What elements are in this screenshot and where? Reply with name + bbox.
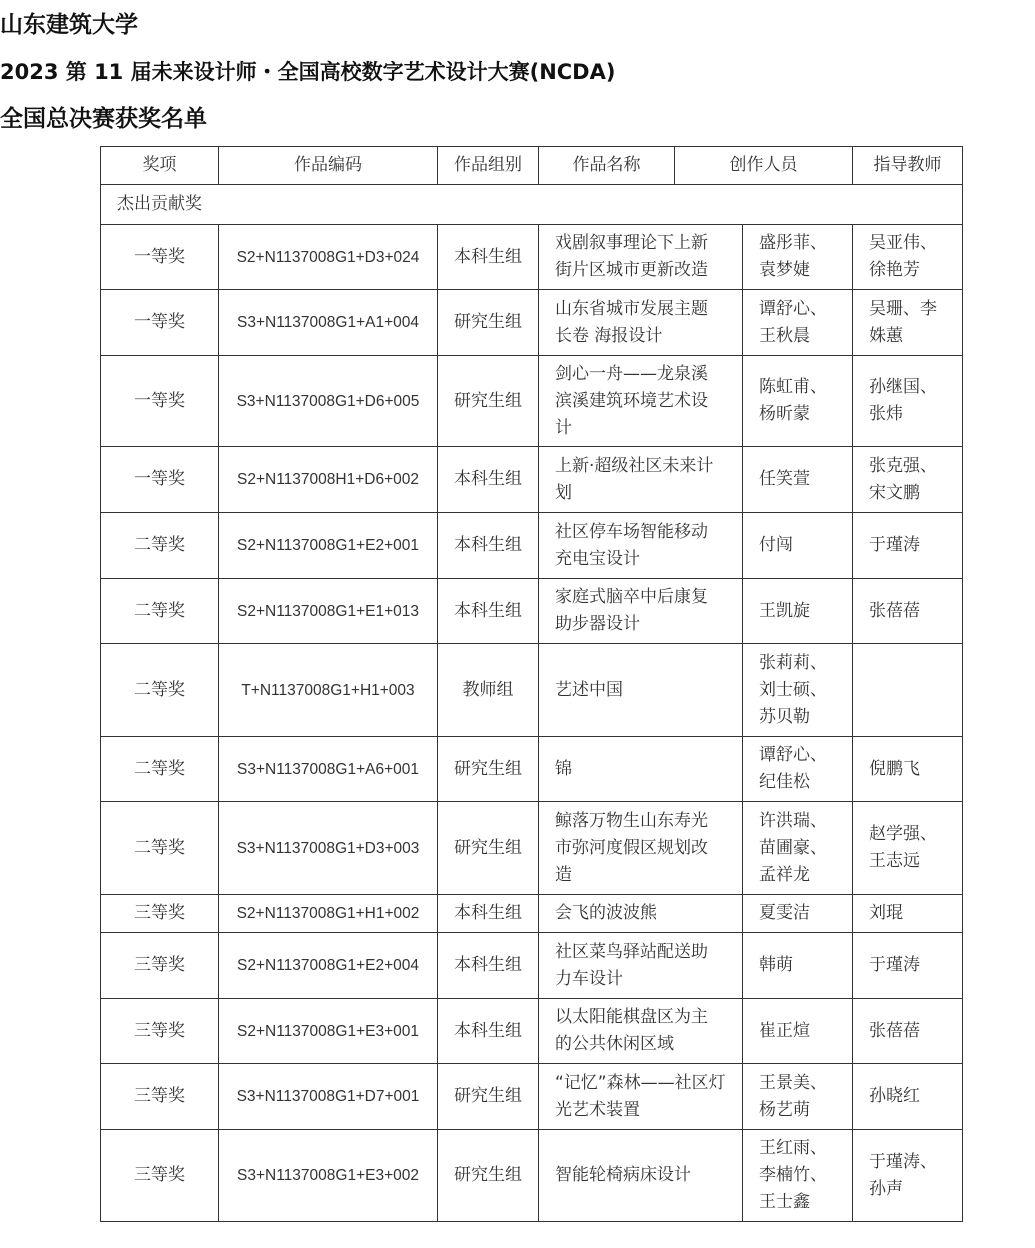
award-cell — [100, 289, 219, 356]
teachers-cell — [852, 224, 963, 290]
code-cell-text: S2+N1137008G1+E3+001 — [237, 1022, 419, 1040]
title-cell-text: 会飞的波波熊 — [555, 903, 657, 923]
code-cell-text: S3+N1137008G1+D6+005 — [236, 392, 420, 410]
creators-cell — [742, 289, 853, 356]
group-cell — [437, 578, 539, 644]
teachers-cell-text: 于瑾涛 — [869, 535, 920, 555]
teachers-cell-text: 赵学强、 王志远 — [869, 824, 937, 871]
teachers-cell-text: 吴亚伟、 徐艳芳 — [869, 233, 937, 280]
title-cell — [538, 355, 743, 447]
creators-cell-text: 王凯旋 — [759, 600, 810, 621]
teachers-cell — [852, 512, 963, 579]
group-cell-text: 本科生组 — [454, 1020, 522, 1041]
teachers-cell — [852, 736, 963, 802]
title-cell — [538, 578, 743, 644]
creators-cell-text: 王红雨、 李楠竹、 王士鑫 — [759, 1138, 827, 1212]
header-teachers-text: 指导教师 — [873, 155, 942, 175]
creators-cell — [742, 736, 853, 802]
title-cell — [538, 224, 743, 290]
code-cell — [218, 1129, 438, 1222]
award-cell — [100, 1063, 219, 1130]
group-cell-text: 教师组 — [462, 679, 514, 700]
award-cell-text: 二等奖 — [134, 758, 185, 779]
header-teachers — [852, 146, 963, 185]
creators-cell — [742, 801, 853, 895]
title-cell — [538, 894, 743, 933]
group-cell — [437, 224, 539, 290]
group-cell-text: 研究生组 — [454, 837, 522, 858]
award-cell-text: 三等奖 — [134, 955, 185, 975]
code-cell — [218, 512, 438, 579]
header-code-text: 作品编码 — [294, 155, 362, 175]
teachers-cell-text: 张蓓蓓 — [869, 1020, 920, 1041]
header-creators — [674, 146, 853, 185]
group-cell — [437, 1063, 539, 1130]
creators-cell-text: 韩萌 — [759, 955, 793, 975]
creators-cell-text: 张莉莉、 刘士硕、 苏贝勒 — [759, 652, 827, 727]
teachers-cell — [852, 894, 963, 933]
code-cell-text: S3+N1137008G1+D7+001 — [236, 1088, 420, 1105]
teachers-cell — [852, 446, 963, 513]
teachers-cell-text: 吴珊、李 姝蕙 — [869, 298, 937, 346]
creators-cell-text: 王景美、 杨艺萌 — [759, 1072, 827, 1120]
teachers-cell — [852, 289, 963, 356]
title-cell-text: 艺述中国 — [555, 679, 623, 700]
group-cell — [437, 355, 539, 447]
award-cell-text: 三等奖 — [134, 1165, 185, 1185]
header-code — [218, 146, 438, 185]
creators-cell — [742, 932, 853, 999]
code-cell — [218, 932, 438, 999]
group-cell — [437, 932, 539, 999]
teachers-cell-text: 张蓓蓓 — [869, 600, 920, 621]
creators-cell — [742, 1129, 853, 1222]
teachers-cell — [852, 1063, 963, 1130]
title-cell-text: “记忆”森林——社区灯 光艺术装置 — [555, 1072, 726, 1120]
header-group — [437, 146, 539, 185]
code-cell-text: S3+N1137008G1+A6+001 — [237, 760, 419, 778]
creators-cell — [742, 1063, 853, 1130]
code-cell — [218, 894, 438, 933]
award-cell — [100, 736, 219, 802]
award-cell — [100, 512, 219, 579]
group-cell-text: 研究生组 — [454, 758, 522, 779]
award-cell-text: 二等奖 — [134, 535, 185, 555]
list-title: 全国总决赛获奖名单 — [0, 106, 207, 132]
code-cell-text: S2+N1137008G1+E1+013 — [237, 602, 419, 620]
code-cell — [218, 998, 438, 1064]
award-cell — [100, 1129, 219, 1222]
award-cell-text: 二等奖 — [134, 600, 185, 621]
award-cell — [100, 998, 219, 1064]
award-cell-text: 一等奖 — [134, 312, 185, 332]
teachers-cell — [852, 643, 963, 737]
code-cell-text: S2+N1137008H1+D6+002 — [237, 471, 419, 488]
title-cell — [538, 1129, 743, 1222]
code-cell-text: S2+N1137008G1+E2+004 — [237, 957, 419, 974]
teachers-cell-text: 张克强、 宋文鹏 — [869, 455, 937, 503]
award-cell — [100, 894, 219, 933]
title-cell-text: 剑心一舟——龙泉溪 滨溪建筑环境艺术设 计 — [555, 363, 708, 438]
code-cell — [218, 801, 438, 895]
award-cell-text: 一等奖 — [134, 246, 185, 267]
group-cell — [437, 736, 539, 802]
group-cell — [437, 998, 539, 1064]
teachers-cell — [852, 998, 963, 1064]
group-cell-text: 本科生组 — [454, 469, 522, 489]
group-cell-text: 本科生组 — [454, 535, 522, 555]
creators-cell — [742, 998, 853, 1064]
teachers-cell — [852, 1129, 963, 1222]
creators-cell — [742, 894, 853, 933]
title-cell — [538, 446, 743, 513]
group-cell-text: 本科生组 — [454, 600, 522, 621]
title-cell-text: 智能轮椅病床设计 — [555, 1165, 691, 1185]
group-cell — [437, 289, 539, 356]
group-cell — [437, 512, 539, 579]
teachers-cell — [852, 932, 963, 999]
title-cell — [538, 289, 743, 356]
group-cell — [437, 446, 539, 513]
title-cell-text: 上新·超级社区未来计 划 — [555, 455, 714, 503]
award-cell — [100, 932, 219, 999]
creators-cell — [742, 643, 853, 737]
code-cell-text: T+N1137008G1+H1+003 — [241, 681, 415, 699]
title-cell-text: 社区菜鸟驿站配送助 力车设计 — [555, 941, 708, 989]
award-cell — [100, 355, 219, 447]
award-cell-text: 二等奖 — [134, 679, 185, 700]
group-cell-text: 研究生组 — [454, 390, 522, 411]
teachers-cell-text: 孙继国、 张炜 — [869, 377, 937, 424]
award-cell-text: 三等奖 — [134, 903, 185, 923]
code-cell-text: S2+N1137008G1+D3+024 — [236, 248, 420, 266]
teachers-cell-text: 刘琨 — [869, 903, 903, 923]
code-cell — [218, 578, 438, 644]
code-cell — [218, 1063, 438, 1130]
creators-cell — [742, 224, 853, 290]
title-cell-text: 社区停车场智能移动 充电宝设计 — [555, 521, 708, 569]
teachers-cell — [852, 355, 963, 447]
header-title-text: 作品名称 — [572, 155, 641, 175]
code-cell-text: S3+N1137008G1+E3+002 — [237, 1167, 419, 1184]
award-cell-text: 三等奖 — [134, 1020, 185, 1041]
title-cell-text: 山东省城市发展主题 长卷 海报设计 — [555, 298, 708, 346]
code-cell — [218, 355, 438, 447]
creators-cell-text: 谭舒心、 纪佳松 — [759, 745, 827, 792]
creators-cell — [742, 512, 853, 579]
award-cell-text: 三等奖 — [134, 1086, 185, 1106]
creators-cell-text: 付闯 — [759, 535, 793, 555]
creators-cell — [742, 578, 853, 644]
title-cell-text: 以太阳能棋盘区为主 的公共休闲区域 — [555, 1007, 708, 1054]
code-cell — [218, 736, 438, 802]
group-cell — [437, 894, 539, 933]
award-cell — [100, 801, 219, 895]
creators-cell-text: 盛彤菲、 袁梦婕 — [759, 233, 827, 280]
group-cell-text: 本科生组 — [454, 955, 522, 975]
award-cell-text: 一等奖 — [134, 390, 185, 411]
code-cell-text: S3+N1137008G1+D3+003 — [236, 839, 420, 857]
group-cell — [437, 1129, 539, 1222]
section-row-outstanding-contribution-text: 杰出贡献奖 — [117, 194, 202, 214]
title-cell — [538, 736, 743, 802]
code-cell — [218, 289, 438, 356]
creators-cell-text: 陈虹甫、 杨昕蒙 — [759, 377, 827, 424]
title-cell-text: 鲸落万物生山东寿光 市弥河度假区规划改 造 — [555, 810, 708, 885]
teachers-cell-text: 倪鹏飞 — [869, 758, 920, 779]
group-cell-text: 本科生组 — [454, 903, 522, 923]
creators-cell-text: 谭舒心、 王秋晨 — [759, 298, 827, 346]
code-cell — [218, 446, 438, 513]
header-award-text: 奖项 — [142, 155, 177, 175]
teachers-cell-text: 于瑾涛、 孙声 — [869, 1151, 937, 1199]
title-cell — [538, 643, 743, 737]
header-creators-text: 创作人员 — [729, 155, 798, 175]
header-group-text: 作品组别 — [454, 155, 522, 175]
group-cell — [437, 643, 539, 737]
teachers-cell — [852, 578, 963, 644]
title-cell-text: 家庭式脑卒中后康复 助步器设计 — [555, 587, 708, 634]
title-cell — [538, 801, 743, 895]
award-cell-text: 一等奖 — [134, 469, 185, 489]
creators-cell — [742, 355, 853, 447]
code-cell-text: S2+N1137008G1+E2+001 — [237, 537, 419, 554]
title-cell-text: 戏剧叙事理论下上新 街片区城市更新改造 — [555, 233, 708, 280]
award-cell — [100, 224, 219, 290]
code-cell-text: S2+N1137008G1+H1+002 — [236, 905, 420, 922]
award-cell — [100, 578, 219, 644]
header-award — [100, 146, 219, 185]
group-cell — [437, 801, 539, 895]
code-cell-text: S3+N1137008G1+A1+004 — [237, 314, 419, 331]
header-title — [538, 146, 675, 185]
teachers-cell-text: 于瑾涛 — [869, 955, 920, 975]
group-cell-text: 研究生组 — [454, 312, 522, 332]
award-cell — [100, 446, 219, 513]
title-cell — [538, 1063, 743, 1130]
creators-cell-text: 崔正煊 — [759, 1020, 810, 1041]
creators-cell — [742, 446, 853, 513]
code-cell — [218, 224, 438, 290]
creators-cell-text: 夏雯洁 — [759, 903, 810, 923]
teachers-cell-text: 孙晓红 — [869, 1086, 920, 1106]
title-cell — [538, 998, 743, 1064]
section-row-outstanding-contribution — [100, 184, 963, 225]
teachers-cell — [852, 801, 963, 895]
award-cell-text: 二等奖 — [134, 837, 185, 858]
creators-cell-text: 许洪瑞、 苗圃豪、 孟祥龙 — [759, 810, 827, 885]
group-cell-text: 研究生组 — [454, 1165, 522, 1185]
title-cell-text: 锦 — [555, 758, 572, 779]
title-cell — [538, 512, 743, 579]
award-cell — [100, 643, 219, 737]
creators-cell-text: 任笑萱 — [759, 469, 810, 489]
title-cell — [538, 932, 743, 999]
university-title: 山东建筑大学 — [0, 12, 138, 38]
group-cell-text: 研究生组 — [454, 1086, 522, 1106]
code-cell — [218, 643, 438, 737]
group-cell-text: 本科生组 — [454, 246, 522, 267]
competition-title: 2023 第 11 届未来设计师・全国高校数字艺术设计大赛(NCDA) — [0, 60, 616, 84]
